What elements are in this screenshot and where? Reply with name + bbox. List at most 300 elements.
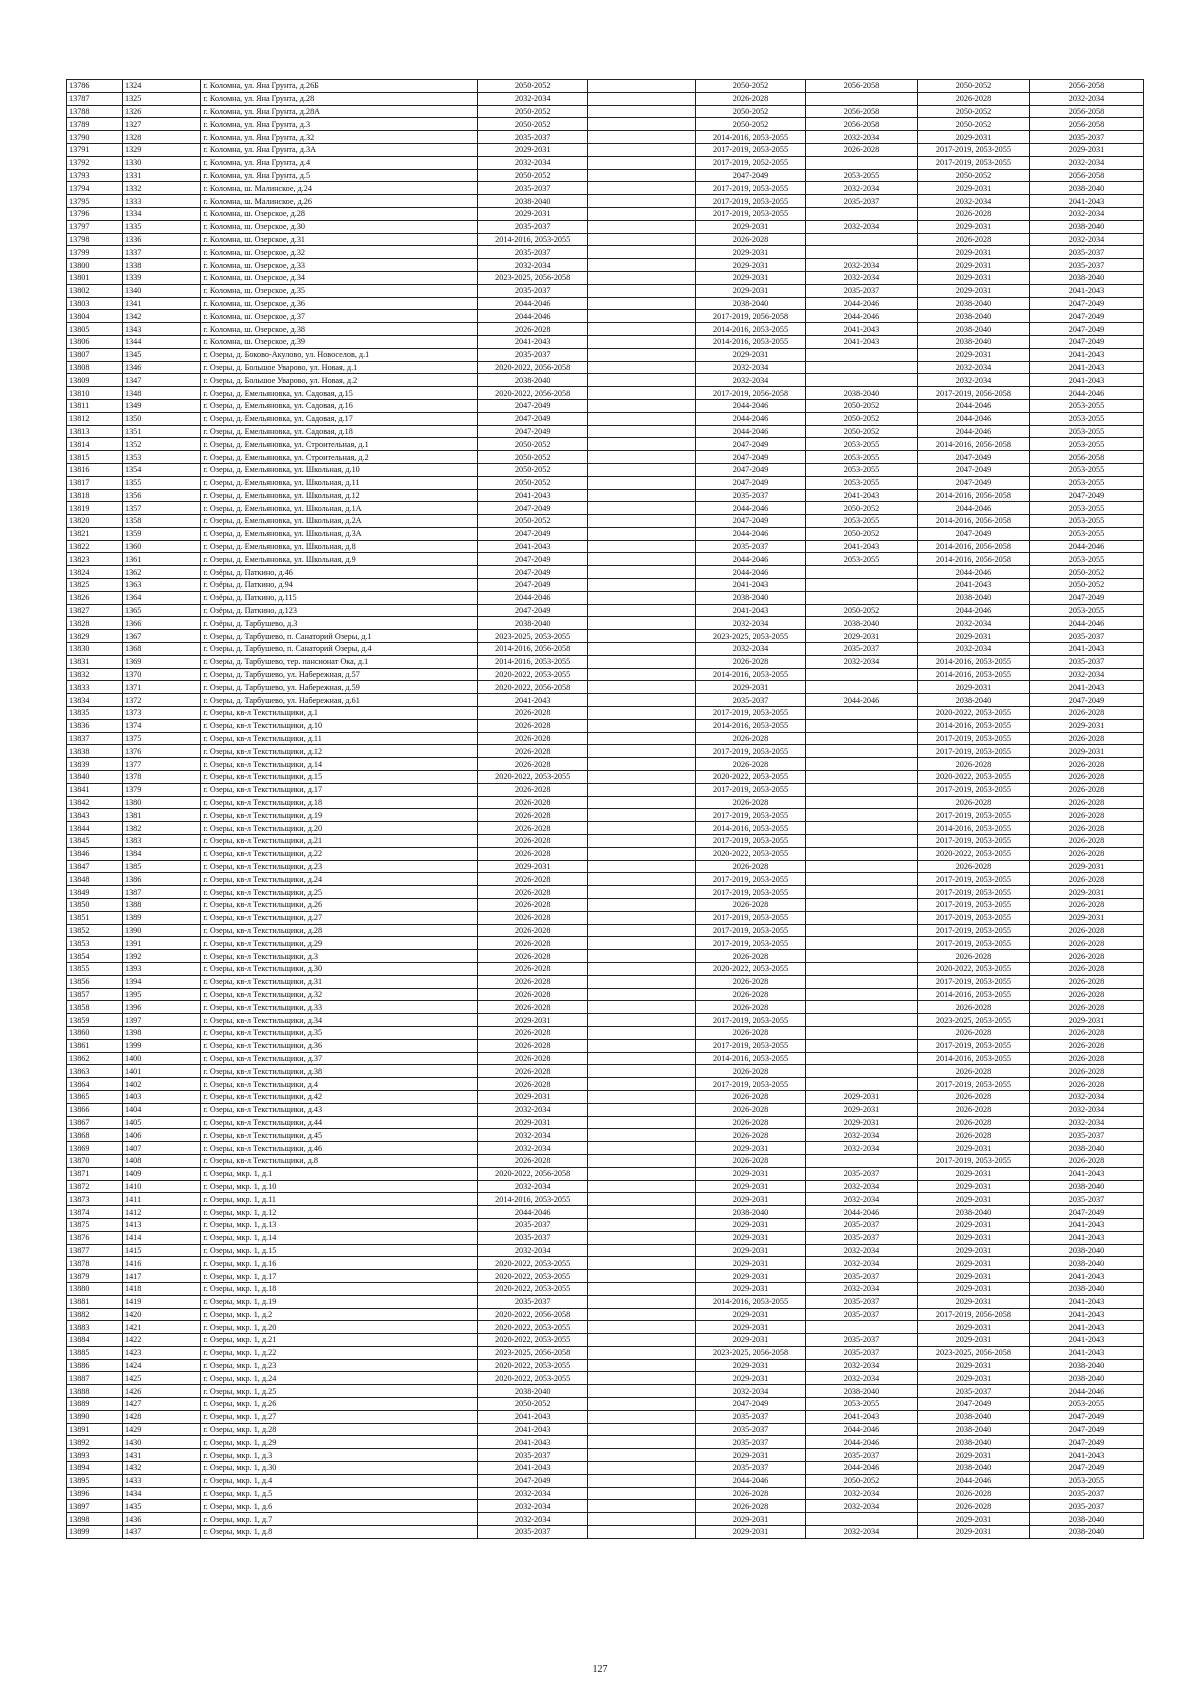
row-id-cell: 13882	[67, 1308, 123, 1321]
period-3-cell: 2026-2028	[696, 1129, 806, 1142]
period-5-cell: 2047-2049	[917, 463, 1029, 476]
row-id-cell: 13887	[67, 1372, 123, 1385]
period-2-cell	[588, 924, 696, 937]
period-3-cell: 2029-2031	[696, 1142, 806, 1155]
period-3-cell: 2017-2019, 2056-2058	[696, 310, 806, 323]
period-5-cell: 2038-2040	[917, 1462, 1029, 1475]
period-6-cell: 2056-2058	[1029, 169, 1143, 182]
period-6-cell: 2038-2040	[1029, 1282, 1143, 1295]
period-4-cell: 2032-2034	[806, 1282, 918, 1295]
row-id-cell: 13824	[67, 566, 123, 579]
period-5-cell: 2029-2031	[917, 1257, 1029, 1270]
row-id-cell: 13864	[67, 1078, 123, 1091]
period-1-cell: 2032-2034	[478, 1142, 588, 1155]
address-cell: г. Озеры, мкр. 1, д.21	[201, 1334, 478, 1347]
address-cell: г. Озеры, кв-л Текстильщики, д.27	[201, 911, 478, 924]
period-3-cell: 2014-2016, 2053-2055	[696, 668, 806, 681]
period-2-cell	[588, 1334, 696, 1347]
period-4-cell	[806, 1001, 918, 1014]
period-1-cell: 2032-2034	[478, 92, 588, 105]
period-3-cell: 2029-2031	[696, 1449, 806, 1462]
table-row	[67, 284, 1144, 297]
address-cell: г. Озеры, мкр. 1, д.28	[201, 1423, 478, 1436]
table-row	[67, 553, 1144, 566]
period-2-cell	[588, 233, 696, 246]
period-4-cell: 2032-2034	[806, 182, 918, 195]
address-cell: г. Коломна, ул. Яна Грунта, д.26Б	[201, 80, 478, 93]
address-cell: г. Озеры, д. Емельяновка, ул. Садовая, д.15	[201, 387, 478, 400]
period-4-cell	[806, 668, 918, 681]
address-cell: г. Коломна, ул. Яна Грунта, д.3А	[201, 143, 478, 156]
period-2-cell	[588, 988, 696, 1001]
period-3-cell: 2026-2028	[696, 1116, 806, 1129]
period-3-cell: 2014-2016, 2053-2055	[696, 1052, 806, 1065]
period-2-cell	[588, 1500, 696, 1513]
row-id-cell: 13849	[67, 886, 123, 899]
row-number-cell: 1387	[122, 886, 200, 899]
row-number-cell: 1365	[122, 604, 200, 617]
row-id-cell: 13856	[67, 975, 123, 988]
period-1-cell: 2047-2049	[478, 604, 588, 617]
table-row	[67, 604, 1144, 617]
period-4-cell: 2032-2034	[806, 131, 918, 144]
period-1-cell: 2032-2034	[478, 156, 588, 169]
period-3-cell: 2044-2046	[696, 412, 806, 425]
period-1-cell: 2047-2049	[478, 412, 588, 425]
row-number-cell: 1332	[122, 182, 200, 195]
period-6-cell: 2047-2049	[1029, 323, 1143, 336]
period-4-cell: 2032-2034	[806, 1129, 918, 1142]
row-number-cell: 1329	[122, 143, 200, 156]
period-3-cell: 2029-2031	[696, 1167, 806, 1180]
address-cell: г. Озеры, кв-л Текстильщики, д.46	[201, 1142, 478, 1155]
period-3-cell: 2029-2031	[696, 1372, 806, 1385]
row-number-cell: 1383	[122, 835, 200, 848]
row-number-cell: 1407	[122, 1142, 200, 1155]
period-6-cell: 2047-2049	[1029, 1436, 1143, 1449]
period-3-cell: 2041-2043	[696, 579, 806, 592]
period-3-cell: 2026-2028	[696, 233, 806, 246]
period-2-cell	[588, 796, 696, 809]
period-2-cell	[588, 604, 696, 617]
period-4-cell: 2044-2046	[806, 1206, 918, 1219]
period-3-cell: 2017-2019, 2053-2055	[696, 182, 806, 195]
table-row	[67, 847, 1144, 860]
period-2-cell	[588, 1346, 696, 1359]
period-2-cell	[588, 1142, 696, 1155]
period-2-cell	[588, 361, 696, 374]
period-1-cell: 2026-2028	[478, 719, 588, 732]
period-6-cell: 2026-2028	[1029, 783, 1143, 796]
period-6-cell: 2044-2046	[1029, 387, 1143, 400]
table-row	[67, 1372, 1144, 1385]
period-4-cell: 2041-2043	[806, 335, 918, 348]
period-2-cell	[588, 758, 696, 771]
period-6-cell: 2026-2028	[1029, 962, 1143, 975]
period-5-cell: 2017-2019, 2053-2055	[917, 899, 1029, 912]
row-id-cell: 13863	[67, 1065, 123, 1078]
period-4-cell	[806, 1026, 918, 1039]
period-6-cell: 2041-2043	[1029, 374, 1143, 387]
row-number-cell: 1395	[122, 988, 200, 1001]
period-4-cell	[806, 348, 918, 361]
period-1-cell: 2044-2046	[478, 1206, 588, 1219]
row-number-cell: 1409	[122, 1167, 200, 1180]
period-6-cell: 2026-2028	[1029, 937, 1143, 950]
row-number-cell: 1427	[122, 1398, 200, 1411]
address-cell: г. Озеры, д. Тарбушево, тер. пансионат Ока, д.1	[201, 655, 478, 668]
period-4-cell: 2050-2052	[806, 425, 918, 438]
row-id-cell: 13816	[67, 463, 123, 476]
table-row	[67, 476, 1144, 489]
period-5-cell: 2029-2031	[917, 259, 1029, 272]
period-3-cell: 2044-2046	[696, 1474, 806, 1487]
row-id-cell: 13808	[67, 361, 123, 374]
row-number-cell: 1384	[122, 847, 200, 860]
period-3-cell: 2029-2031	[696, 271, 806, 284]
period-4-cell	[806, 719, 918, 732]
period-6-cell: 2029-2031	[1029, 860, 1143, 873]
period-3-cell: 2035-2037	[696, 1462, 806, 1475]
address-cell: г. Озеры, мкр. 1, д.26	[201, 1398, 478, 1411]
row-id-cell: 13834	[67, 694, 123, 707]
period-5-cell: 2029-2031	[917, 348, 1029, 361]
period-3-cell: 2041-2043	[696, 604, 806, 617]
table-row	[67, 617, 1144, 630]
table-row	[67, 1180, 1144, 1193]
row-id-cell: 13859	[67, 1014, 123, 1027]
period-4-cell	[806, 962, 918, 975]
period-1-cell: 2035-2037	[478, 1526, 588, 1539]
period-3-cell: 2044-2046	[696, 566, 806, 579]
address-cell: г. Озеры, мкр. 1, д.11	[201, 1193, 478, 1206]
table-row	[67, 259, 1144, 272]
period-3-cell: 2035-2037	[696, 540, 806, 553]
row-id-cell: 13809	[67, 374, 123, 387]
period-5-cell: 2014-2016, 2056-2058	[917, 489, 1029, 502]
row-id-cell: 13876	[67, 1231, 123, 1244]
period-1-cell: 2047-2049	[478, 502, 588, 515]
table-row	[67, 1423, 1144, 1436]
table-row	[67, 271, 1144, 284]
period-5-cell: 2014-2016, 2056-2058	[917, 515, 1029, 528]
table-row	[67, 719, 1144, 732]
address-cell: г. Озеры, д. Тарбушево, п. Санаторий Озеры, д.4	[201, 643, 478, 656]
period-1-cell: 2026-2028	[478, 809, 588, 822]
period-1-cell: 2044-2046	[478, 591, 588, 604]
table-row	[67, 1193, 1144, 1206]
period-6-cell: 2041-2043	[1029, 195, 1143, 208]
period-6-cell: 2053-2055	[1029, 1398, 1143, 1411]
period-5-cell: 2038-2040	[917, 1423, 1029, 1436]
table-row	[67, 937, 1144, 950]
row-id-cell: 13845	[67, 835, 123, 848]
table-row	[67, 335, 1144, 348]
row-id-cell: 13880	[67, 1282, 123, 1295]
row-number-cell: 1345	[122, 348, 200, 361]
period-5-cell: 2029-2031	[917, 630, 1029, 643]
period-4-cell	[806, 374, 918, 387]
period-6-cell: 2026-2028	[1029, 950, 1143, 963]
period-2-cell	[588, 1231, 696, 1244]
row-number-cell: 1334	[122, 207, 200, 220]
period-3-cell: 2044-2046	[696, 553, 806, 566]
address-cell: г. Озеры, кв-л Текстильщики, д.3	[201, 950, 478, 963]
period-6-cell: 2041-2043	[1029, 1321, 1143, 1334]
period-2-cell	[588, 1423, 696, 1436]
period-4-cell: 2032-2034	[806, 1372, 918, 1385]
row-number-cell: 1391	[122, 937, 200, 950]
table-row	[67, 668, 1144, 681]
address-cell: г. Озеры, кв-л Текстильщики, д.8	[201, 1154, 478, 1167]
period-3-cell: 2026-2028	[696, 1500, 806, 1513]
period-4-cell	[806, 937, 918, 950]
table-row	[67, 1359, 1144, 1372]
period-1-cell: 2035-2037	[478, 1449, 588, 1462]
period-1-cell: 2026-2028	[478, 796, 588, 809]
period-2-cell	[588, 1513, 696, 1526]
period-5-cell: 2029-2031	[917, 1526, 1029, 1539]
address-cell: г. Озеры, кв-л Текстильщики, д.28	[201, 924, 478, 937]
period-2-cell	[588, 297, 696, 310]
table-row	[67, 1257, 1144, 1270]
period-2-cell	[588, 1103, 696, 1116]
period-1-cell: 2026-2028	[478, 758, 588, 771]
row-id-cell: 13792	[67, 156, 123, 169]
period-3-cell: 2035-2037	[696, 489, 806, 502]
table-row	[67, 899, 1144, 912]
period-6-cell: 2050-2052	[1029, 579, 1143, 592]
period-5-cell: 2026-2028	[917, 233, 1029, 246]
period-6-cell: 2032-2034	[1029, 207, 1143, 220]
period-2-cell	[588, 335, 696, 348]
period-3-cell: 2029-2031	[696, 1244, 806, 1257]
table-row	[67, 822, 1144, 835]
period-5-cell: 2026-2028	[917, 1500, 1029, 1513]
address-cell: г. Озёры, д. Паткино, д.46	[201, 566, 478, 579]
period-4-cell	[806, 783, 918, 796]
period-4-cell: 2050-2052	[806, 604, 918, 617]
period-3-cell: 2026-2028	[696, 732, 806, 745]
row-number-cell: 1425	[122, 1372, 200, 1385]
period-1-cell: 2026-2028	[478, 962, 588, 975]
row-number-cell: 1359	[122, 527, 200, 540]
period-4-cell	[806, 732, 918, 745]
row-number-cell: 1352	[122, 438, 200, 451]
row-number-cell: 1351	[122, 425, 200, 438]
table-row	[67, 1244, 1144, 1257]
address-cell: г. Озеры, кв-л Текстильщики, д.4	[201, 1078, 478, 1091]
row-number-cell: 1342	[122, 310, 200, 323]
period-6-cell: 2041-2043	[1029, 1449, 1143, 1462]
period-3-cell: 2032-2034	[696, 617, 806, 630]
period-4-cell: 2053-2055	[806, 1398, 918, 1411]
row-number-cell: 1379	[122, 783, 200, 796]
row-number-cell: 1366	[122, 617, 200, 630]
period-6-cell: 2026-2028	[1029, 988, 1143, 1001]
period-6-cell: 2026-2028	[1029, 1078, 1143, 1091]
table-row	[67, 169, 1144, 182]
period-4-cell: 2029-2031	[806, 1090, 918, 1103]
period-3-cell: 2029-2031	[696, 284, 806, 297]
table-row	[67, 1308, 1144, 1321]
period-2-cell	[588, 771, 696, 784]
period-1-cell: 2050-2052	[478, 451, 588, 464]
address-cell: г. Озеры, д. Тарбушево, ул. Набережная, д.59	[201, 681, 478, 694]
row-id-cell: 13854	[67, 950, 123, 963]
period-3-cell: 2035-2037	[696, 1410, 806, 1423]
period-5-cell: 2038-2040	[917, 335, 1029, 348]
period-5-cell: 2038-2040	[917, 310, 1029, 323]
row-number-cell: 1356	[122, 489, 200, 502]
period-6-cell: 2038-2040	[1029, 1372, 1143, 1385]
row-number-cell: 1431	[122, 1449, 200, 1462]
table-row	[67, 1218, 1144, 1231]
period-2-cell	[588, 732, 696, 745]
table-row	[67, 1513, 1144, 1526]
table-row	[67, 515, 1144, 528]
period-1-cell: 2041-2043	[478, 694, 588, 707]
period-4-cell	[806, 681, 918, 694]
table-row	[67, 962, 1144, 975]
address-cell: г. Озеры, мкр. 1, д.1	[201, 1167, 478, 1180]
period-4-cell	[806, 988, 918, 1001]
row-id-cell: 13797	[67, 220, 123, 233]
row-number-cell: 1374	[122, 719, 200, 732]
row-id-cell: 13873	[67, 1193, 123, 1206]
period-1-cell: 2020-2022, 2053-2055	[478, 1282, 588, 1295]
row-number-cell: 1348	[122, 387, 200, 400]
row-id-cell: 13790	[67, 131, 123, 144]
row-number-cell: 1394	[122, 975, 200, 988]
row-number-cell: 1341	[122, 297, 200, 310]
row-id-cell: 13819	[67, 502, 123, 515]
period-5-cell: 2026-2028	[917, 1001, 1029, 1014]
row-id-cell: 13898	[67, 1513, 123, 1526]
period-1-cell: 2047-2049	[478, 425, 588, 438]
table-row	[67, 1270, 1144, 1283]
address-cell: г. Озеры, мкр. 1, д.7	[201, 1513, 478, 1526]
period-6-cell: 2038-2040	[1029, 1257, 1143, 1270]
address-cell: г. Коломна, ул. Яна Грунта, д.32	[201, 131, 478, 144]
address-cell: г. Озеры, кв-л Текстильщики, д.11	[201, 732, 478, 745]
period-4-cell: 2044-2046	[806, 297, 918, 310]
table-row	[67, 438, 1144, 451]
period-3-cell: 2017-2019, 2053-2055	[696, 911, 806, 924]
period-4-cell: 2032-2034	[806, 1359, 918, 1372]
period-1-cell: 2041-2043	[478, 489, 588, 502]
row-number-cell: 1369	[122, 655, 200, 668]
period-5-cell: 2017-2019, 2053-2055	[917, 732, 1029, 745]
period-4-cell	[806, 1154, 918, 1167]
period-4-cell: 2035-2037	[806, 1449, 918, 1462]
table-row	[67, 207, 1144, 220]
table-row	[67, 783, 1144, 796]
row-id-cell: 13825	[67, 579, 123, 592]
row-number-cell: 1347	[122, 374, 200, 387]
period-3-cell: 2026-2028	[696, 1065, 806, 1078]
period-1-cell: 2035-2037	[478, 131, 588, 144]
period-5-cell: 2047-2049	[917, 476, 1029, 489]
row-number-cell: 1385	[122, 860, 200, 873]
period-1-cell: 2020-2022, 2056-2058	[478, 1308, 588, 1321]
row-id-cell: 13835	[67, 707, 123, 720]
period-5-cell: 2029-2031	[917, 1270, 1029, 1283]
period-1-cell: 2041-2043	[478, 1423, 588, 1436]
period-2-cell	[588, 438, 696, 451]
period-6-cell: 2026-2028	[1029, 1065, 1143, 1078]
period-5-cell: 2038-2040	[917, 1410, 1029, 1423]
period-3-cell: 2038-2040	[696, 297, 806, 310]
address-cell: г. Озеры, мкр. 1, д.18	[201, 1282, 478, 1295]
period-6-cell: 2053-2055	[1029, 438, 1143, 451]
row-number-cell: 1353	[122, 451, 200, 464]
period-1-cell: 2038-2040	[478, 1385, 588, 1398]
period-3-cell: 2044-2046	[696, 527, 806, 540]
table-row	[67, 643, 1144, 656]
period-3-cell: 2029-2031	[696, 1180, 806, 1193]
table-row	[67, 502, 1144, 515]
period-2-cell	[588, 1436, 696, 1449]
period-6-cell: 2026-2028	[1029, 1001, 1143, 1014]
address-cell: г. Озеры, кв-л Текстильщики, д.18	[201, 796, 478, 809]
row-number-cell: 1382	[122, 822, 200, 835]
row-number-cell: 1338	[122, 259, 200, 272]
table-row	[67, 143, 1144, 156]
period-5-cell: 2029-2031	[917, 1244, 1029, 1257]
period-4-cell: 2041-2043	[806, 540, 918, 553]
period-1-cell: 2026-2028	[478, 988, 588, 1001]
period-4-cell: 2032-2034	[806, 655, 918, 668]
row-id-cell: 13899	[67, 1526, 123, 1539]
period-5-cell: 2017-2019, 2053-2055	[917, 886, 1029, 899]
period-6-cell: 2035-2037	[1029, 1500, 1143, 1513]
address-cell: г. Озеры, кв-л Текстильщики, д.21	[201, 835, 478, 848]
period-1-cell: 2050-2052	[478, 438, 588, 451]
period-6-cell: 2026-2028	[1029, 1026, 1143, 1039]
period-1-cell: 2032-2034	[478, 1513, 588, 1526]
address-cell: г. Озеры, кв-л Текстильщики, д.43	[201, 1103, 478, 1116]
address-cell: г. Озеры, мкр. 1, д.5	[201, 1487, 478, 1500]
period-5-cell: 2029-2031	[917, 1193, 1029, 1206]
period-2-cell	[588, 591, 696, 604]
table-row	[67, 1154, 1144, 1167]
row-number-cell: 1403	[122, 1090, 200, 1103]
period-5-cell: 2026-2028	[917, 796, 1029, 809]
row-id-cell: 13843	[67, 809, 123, 822]
period-1-cell: 2026-2028	[478, 937, 588, 950]
period-6-cell: 2029-2031	[1029, 745, 1143, 758]
row-number-cell: 1417	[122, 1270, 200, 1283]
period-4-cell	[806, 1065, 918, 1078]
period-2-cell	[588, 80, 696, 93]
period-3-cell: 2020-2022, 2053-2055	[696, 847, 806, 860]
period-4-cell: 2044-2046	[806, 1423, 918, 1436]
table-row	[67, 1385, 1144, 1398]
period-5-cell: 2014-2016, 2053-2055	[917, 822, 1029, 835]
period-2-cell	[588, 860, 696, 873]
row-id-cell: 13821	[67, 527, 123, 540]
period-4-cell: 2032-2034	[806, 1244, 918, 1257]
row-number-cell: 1390	[122, 924, 200, 937]
row-number-cell: 1418	[122, 1282, 200, 1295]
row-number-cell: 1408	[122, 1154, 200, 1167]
period-1-cell: 2032-2034	[478, 1180, 588, 1193]
period-2-cell	[588, 1244, 696, 1257]
period-3-cell: 2026-2028	[696, 758, 806, 771]
period-2-cell	[588, 694, 696, 707]
period-3-cell: 2029-2031	[696, 1359, 806, 1372]
